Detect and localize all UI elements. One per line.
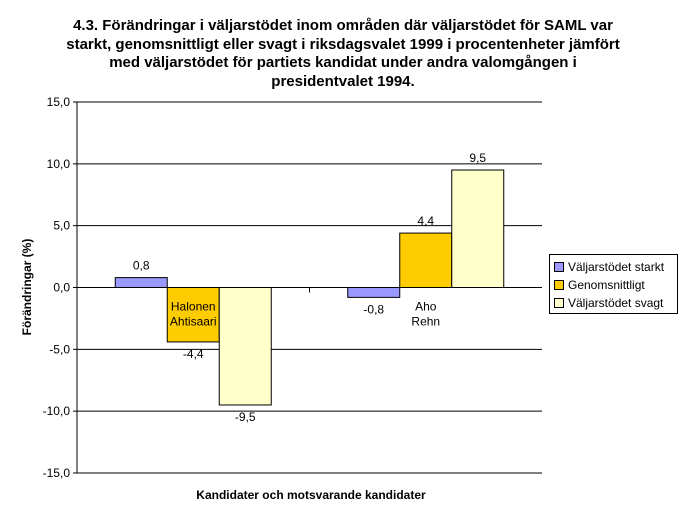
legend-swatch [554,262,564,272]
y-tick-label: 10,0 [46,156,70,171]
legend-label: Väljarstödet svagt [568,296,664,310]
data-label: 0,8 [132,258,150,273]
data-label: -0,8 [363,302,385,317]
bar [348,288,400,298]
bar [115,278,167,288]
legend-item [554,258,677,276]
legend-label: Väljarstödet starkt [568,260,665,274]
y-axis-label: Förändringar (%) [20,238,34,336]
bar [400,233,452,287]
legend-swatch [554,280,564,290]
category-label: Aho Rehn [411,299,441,329]
legend-label: Genomsnittligt [568,278,645,292]
data-label: 9,5 [469,151,487,166]
data-label: 4,4 [417,214,435,229]
category-label: Halonen Ahtisaari [169,299,217,329]
y-tick-label: -10,0 [42,404,70,419]
bar [219,288,271,405]
legend-item [554,276,677,294]
x-axis-label: Kandidater och motsvarande kandidater [196,488,426,502]
legend-item [554,294,677,312]
y-tick-label: -15,0 [42,466,70,480]
chart-title: 4.3. Förändringar i väljarstödet inom områden där väljarstödet för SAML var starkt, genomsnittligt eller svagt i riksdagsvalet 1999 i procentenheter jämfört med väljarstödet för partiets kandidat under andra valomgången i presidentvalet 1994. [66,17,620,90]
data-label: -4,4 [182,346,204,361]
legend [549,254,678,314]
y-tick-label: -5,0 [49,342,70,357]
bar [452,170,504,287]
legend-swatch [554,298,564,308]
y-tick-label: 5,0 [53,218,70,233]
data-label: -9,5 [234,409,256,424]
y-tick-label: 15,0 [46,95,70,109]
y-tick-label: 0,0 [53,280,70,295]
